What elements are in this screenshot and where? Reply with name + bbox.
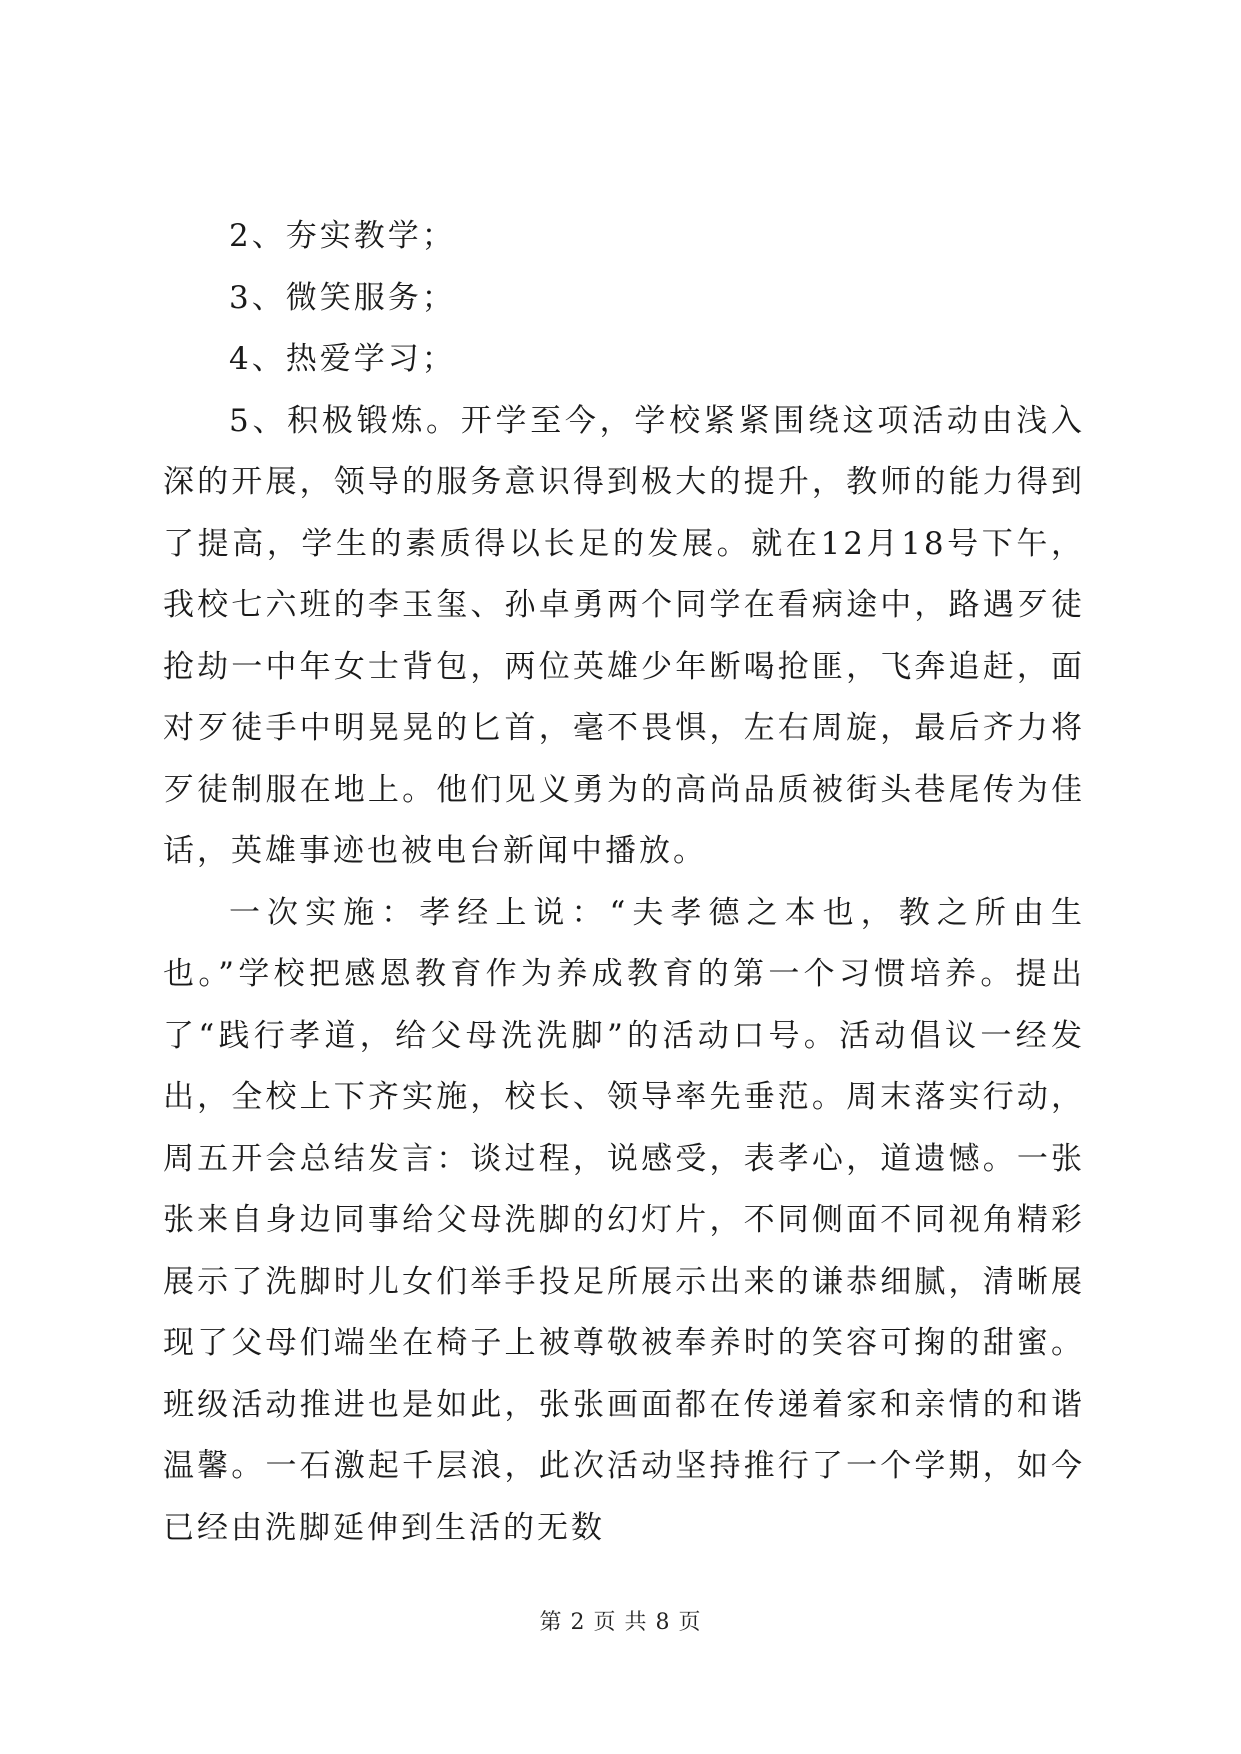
page-number-footer: 第 2 页 共 8 页 bbox=[539, 1610, 702, 1635]
list-item-3: 3、微笑服务； bbox=[229, 279, 456, 316]
list-item-2: 2、夯实教学； bbox=[229, 218, 456, 254]
list-item-4: 4、热爱学习； bbox=[229, 341, 456, 377]
implementation-paragraph: 一次实施：孝经上说：“夫孝德之本也，教之所由生也。”学校把感恩教育作为养成教育的第一个习惯培养。提出了“践行孝道，给父母洗洗脚”的活动口号。活动倡议一经发出，全校上下齐实施，校长、领导率先垂范。周末落实行动，周五开会总结发言：谈过程，说感受，表孝心，道遗憾。一张张来自身边同事给父母洗脚的幻灯片，不同侧面不同视角精彩展示了洗脚时儿女们举手投足所展示出来的谦恭细腻，清晰展现了父母们端坐在椅子上被尊敬被奉养时的笑容可掬的甜蜜。班级活动推进也是如此，张张画面都在传递着家和亲情的和谐温馨。一石激起千层浪，此次活动坚持推行了一个学期，如今已经由洗脚延伸到生活的无数 bbox=[163, 894, 1085, 1546]
document-body bbox=[163, 206, 1085, 1559]
list-item-5-paragraph: 5、积极锻炼。开学至今，学校紧紧围绕这项活动由浅入深的开展，领导的服务意识得到极大的提升，教师的能力得到了提高，学生的素质得以长足的发展。就在12月18号下午，我校七六班的李玉玺、孙卓勇两个同学在看病途中，路遇歹徒抢劫一中年女士背包，两位英雄少年断喝抢匪，飞奔追赶，面对歹徒手中明晃晃的匕首，毫不畏惧，左右周旋，最后齐力将歹徒制服在地上。他们见义勇为的高尚品质被街头巷尾传为佳话，英雄事迹也被电台新闻中播放。 bbox=[163, 402, 1085, 869]
